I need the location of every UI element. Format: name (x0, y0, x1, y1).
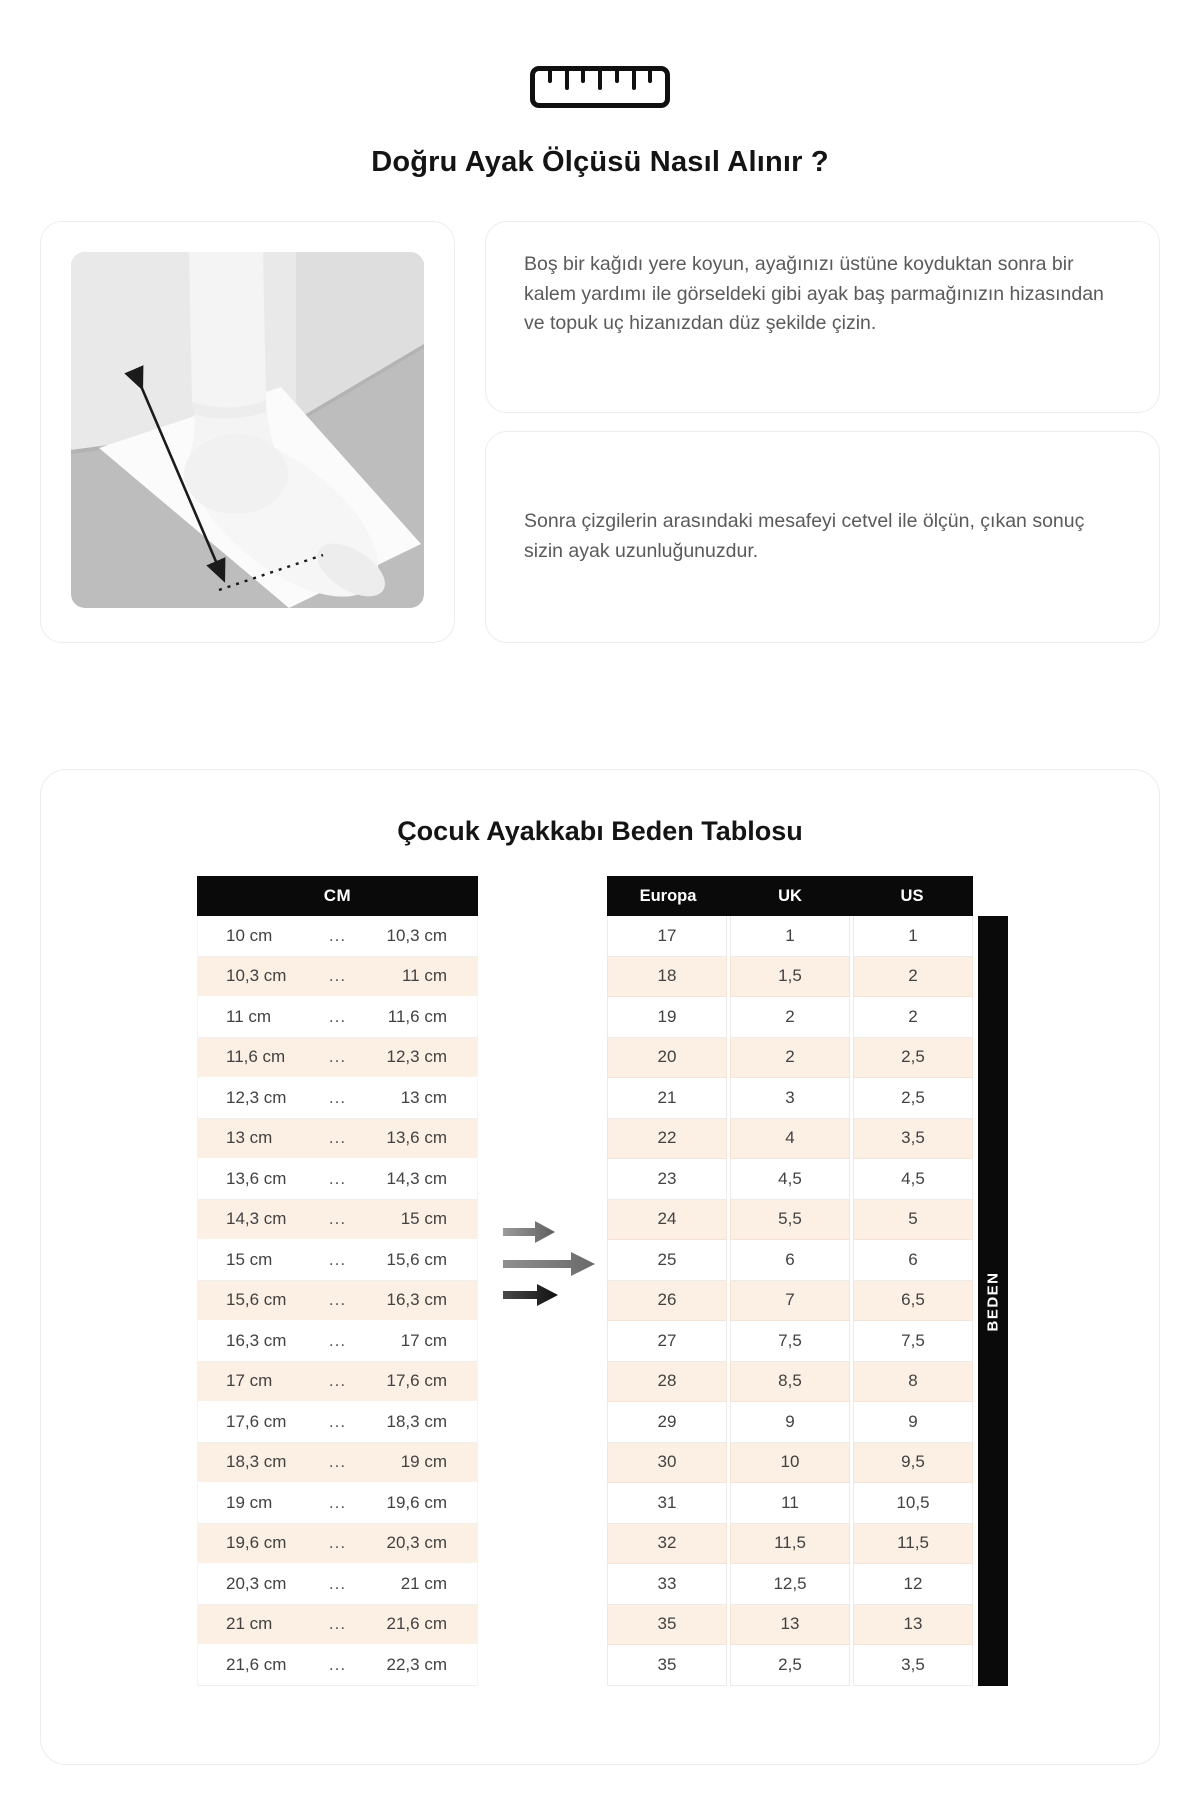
size-table-cell: 2 (730, 1038, 850, 1079)
cm-table-body (197, 916, 478, 1686)
cm-cell-from: 13,6 cm (226, 1168, 287, 1188)
cm-cell-sep: ... (328, 1371, 347, 1391)
cm-cell-sep: ... (328, 1168, 347, 1188)
instruction-step-2-card (485, 431, 1160, 643)
cm-cell-sep: ... (328, 966, 347, 986)
size-table-row (607, 1078, 973, 1119)
size-table-cell: 1 (730, 916, 850, 957)
cm-range-table (197, 876, 478, 1686)
size-table-cell: 12,5 (730, 1564, 850, 1605)
cm-cell-sep: ... (328, 1654, 347, 1674)
size-table-cell: 7,5 (853, 1321, 973, 1362)
size-table-row (607, 1240, 973, 1281)
cm-table-header: CM (197, 876, 478, 916)
size-table-cell: 17 (607, 916, 727, 957)
cm-cell-from: 20,3 cm (226, 1573, 287, 1593)
instruction-step-1-text: Boş bir kağıdı yere koyun, ayağınızı üstüne koyduktan sonra bir kalem yardımı ile görseldeki gibi ayak baş parmağınızın hizasından ve topuk uç hizanızdan düz şekilde çizin. (524, 253, 1104, 335)
cm-cell-to: 20,3 cm (386, 1533, 447, 1553)
cm-cell-from: 19,6 cm (226, 1533, 287, 1553)
cm-cell-sep: ... (328, 1492, 347, 1512)
size-table-cell: 8 (853, 1362, 973, 1403)
size-table-cell: 32 (607, 1524, 727, 1565)
size-table-cell: 25 (607, 1240, 727, 1281)
cm-cell-sep: ... (328, 1128, 347, 1148)
size-table-cell: 2,5 (730, 1645, 850, 1686)
size-table-cell: 2,5 (853, 1038, 973, 1079)
size-table-row (607, 1281, 973, 1322)
size-table-cell: 21 (607, 1078, 727, 1119)
size-table-cell: 8,5 (730, 1362, 850, 1403)
cm-cell-sep: ... (328, 1290, 347, 1310)
size-table-cell: 13 (730, 1605, 850, 1646)
size-table-cell: 2 (853, 997, 973, 1038)
size-table-cell: 11,5 (730, 1524, 850, 1565)
cm-cell-from: 19 cm (226, 1492, 273, 1512)
ruler-icon-wrapper (40, 66, 1160, 108)
size-table-cell: 28 (607, 1362, 727, 1403)
size-table-cell: 19 (607, 997, 727, 1038)
size-table-cell: 2 (853, 957, 973, 998)
size-table-row (607, 1645, 973, 1686)
size-table-cell: 1,5 (730, 957, 850, 998)
size-table-cell: 10,5 (853, 1483, 973, 1524)
cm-table-row (197, 1078, 478, 1119)
size-table-row (607, 1038, 973, 1079)
arrow-short-top (503, 1221, 555, 1243)
cm-cell-to: 17,6 cm (386, 1371, 447, 1391)
size-table-header-europa: Europa (639, 886, 697, 905)
cm-cell-to: 15 cm (400, 1209, 447, 1229)
cm-cell-sep: ... (328, 1209, 347, 1229)
cm-cell-to: 19,6 cm (386, 1492, 447, 1512)
cm-cell-sep: ... (328, 1047, 347, 1067)
size-table-title: Çocuk Ayakkabı Beden Tablosu (397, 816, 803, 846)
beden-side-strip (978, 916, 1008, 1686)
cm-table-row (197, 1321, 478, 1362)
cm-cell-to: 12,3 cm (386, 1047, 447, 1067)
size-table-row (607, 1200, 973, 1241)
size-table-cell: 5,5 (730, 1200, 850, 1241)
cm-table-row (197, 1119, 478, 1160)
international-size-table (607, 876, 973, 1686)
size-table-cell: 18 (607, 957, 727, 998)
cm-table-row (197, 1483, 478, 1524)
cm-cell-sep: ... (328, 1452, 347, 1472)
size-table-cell: 4 (730, 1119, 850, 1160)
size-table-cell: 6 (853, 1240, 973, 1281)
size-table-cell: 20 (607, 1038, 727, 1079)
cm-table-row (197, 1240, 478, 1281)
cm-cell-from: 17,6 cm (226, 1411, 287, 1431)
arrow-short-bottom (503, 1284, 558, 1306)
cm-cell-to: 11 cm (401, 966, 447, 986)
cm-cell-from: 10 cm (226, 925, 273, 945)
cm-cell-to: 19 cm (400, 1452, 447, 1472)
size-table-cell: 1 (853, 916, 973, 957)
size-table-cell: 11,5 (853, 1524, 973, 1565)
cm-cell-to: 10,3 cm (386, 925, 447, 945)
beden-label: BEDEN (984, 1270, 1002, 1332)
size-table-cell: 35 (607, 1645, 727, 1686)
cm-cell-from: 14,3 cm (226, 1209, 287, 1229)
cm-table-row (197, 1200, 478, 1241)
cm-cell-to: 13,6 cm (386, 1128, 447, 1148)
cm-table-row (197, 1564, 478, 1605)
size-table-cell: 9,5 (853, 1443, 973, 1484)
size-table-section (40, 769, 1160, 1765)
cm-cell-to: 15,6 cm (386, 1249, 447, 1269)
size-table-cell: 35 (607, 1605, 727, 1646)
cm-cell-sep: ... (328, 925, 347, 945)
cm-cell-from: 18,3 cm (226, 1452, 287, 1472)
size-table-cell: 6,5 (853, 1281, 973, 1322)
cm-table-row (197, 1159, 478, 1200)
size-table-cell: 30 (607, 1443, 727, 1484)
size-table-cell: 4,5 (730, 1159, 850, 1200)
cm-table-row (197, 1524, 478, 1565)
size-table-cell: 33 (607, 1564, 727, 1605)
instruction-text-column (485, 221, 1160, 643)
size-table-cell: 13 (853, 1605, 973, 1646)
size-table-cell: 12 (853, 1564, 973, 1605)
cm-cell-to: 22,3 cm (386, 1654, 447, 1674)
ruler-icon (530, 66, 670, 108)
cm-table-row (197, 1281, 478, 1322)
size-table-row (607, 1321, 973, 1362)
cm-cell-to: 21,6 cm (386, 1614, 447, 1634)
instruction-step-1-card (485, 221, 1160, 413)
size-table-cell: 6 (730, 1240, 850, 1281)
cm-cell-from: 15 cm (226, 1249, 273, 1269)
size-table-cell: 2,5 (853, 1078, 973, 1119)
cm-cell-from: 10,3 cm (226, 966, 287, 986)
size-table-row (607, 1483, 973, 1524)
size-table-cell: 3,5 (853, 1119, 973, 1160)
cm-cell-from: 11,6 cm (226, 1047, 286, 1067)
size-table-cell: 26 (607, 1281, 727, 1322)
size-table-row (607, 1443, 973, 1484)
cm-table-row (197, 1443, 478, 1484)
cm-cell-to: 16,3 cm (386, 1290, 447, 1310)
cm-table-row (197, 1362, 478, 1403)
size-table-cell: 5 (853, 1200, 973, 1241)
cm-cell-sep: ... (328, 1330, 347, 1350)
size-table-cell: 3,5 (853, 1645, 973, 1686)
cm-cell-from: 11 cm (226, 1006, 272, 1026)
size-table-row (607, 1524, 973, 1565)
cm-cell-sep: ... (328, 1614, 347, 1634)
size-table-cell: 9 (730, 1402, 850, 1443)
size-table-cell: 3 (730, 1078, 850, 1119)
size-table-cell: 7 (730, 1281, 850, 1322)
size-table-cell: 29 (607, 1402, 727, 1443)
cm-cell-to: 21 cm (400, 1573, 447, 1593)
cm-table-row (197, 957, 478, 998)
cm-table-row (197, 997, 478, 1038)
cm-cell-to: 11,6 cm (387, 1006, 447, 1026)
cm-table-row (197, 1038, 478, 1079)
size-table-row (607, 1564, 973, 1605)
cm-cell-to: 17 cm (400, 1330, 447, 1350)
cm-cell-from: 12,3 cm (226, 1087, 287, 1107)
cm-cell-to: 18,3 cm (386, 1411, 447, 1431)
size-table-row (607, 1605, 973, 1646)
size-table-cell: 10 (730, 1443, 850, 1484)
size-table-cell: 2 (730, 997, 850, 1038)
size-table-cell: 22 (607, 1119, 727, 1160)
instruction-step-2-text: Sonra çizgilerin arasındaki mesafeyi cetvel ile ölçün, çıkan sonuç sizin ayak uzunluğunuzdur. (524, 510, 1085, 562)
cm-cell-to: 13 cm (400, 1087, 447, 1107)
size-table-row (607, 916, 973, 957)
size-table-row (607, 1402, 973, 1443)
arrow-long-middle (503, 1252, 595, 1276)
instruction-cards (40, 221, 1160, 643)
size-table-header-uk: UK (778, 886, 802, 905)
size-table-cell: 9 (853, 1402, 973, 1443)
cm-cell-sep: ... (328, 1087, 347, 1107)
size-table-header-us: US (900, 886, 924, 905)
foot-measurement-photo (71, 252, 424, 608)
cm-cell-from: 15,6 cm (226, 1290, 287, 1310)
cm-cell-from: 16,3 cm (226, 1330, 287, 1350)
size-table-body (607, 916, 973, 1686)
cm-table-row (197, 1402, 478, 1443)
size-table-header-row (607, 876, 973, 916)
size-table-cell: 31 (607, 1483, 727, 1524)
cm-cell-to: 14,3 cm (386, 1168, 447, 1188)
cm-cell-sep: ... (328, 1573, 347, 1593)
size-table-cell: 11 (730, 1483, 850, 1524)
size-table-row (607, 1159, 973, 1200)
foot-measurement-photo-card (40, 221, 455, 643)
size-table-row (607, 1362, 973, 1403)
size-table-cell: 4,5 (853, 1159, 973, 1200)
size-table-row (607, 997, 973, 1038)
cm-cell-sep: ... (328, 1006, 347, 1026)
cm-cell-from: 17 cm (226, 1371, 273, 1391)
cm-cell-from: 21,6 cm (226, 1654, 287, 1674)
size-table-row (607, 957, 973, 998)
cm-cell-from: 21 cm (226, 1614, 273, 1634)
cm-table-row (197, 1645, 478, 1686)
page-title: Doğru Ayak Ölçüsü Nasıl Alınır ? (371, 146, 829, 178)
cm-cell-sep: ... (328, 1533, 347, 1553)
cm-cell-sep: ... (328, 1249, 347, 1269)
size-table-cell: 23 (607, 1159, 727, 1200)
cm-table-row (197, 1605, 478, 1646)
size-table-cell: 24 (607, 1200, 727, 1241)
size-tables-area (41, 876, 1159, 1688)
cm-cell-from: 13 cm (226, 1128, 273, 1148)
size-table-row (607, 1119, 973, 1160)
size-table-cell: 27 (607, 1321, 727, 1362)
cm-cell-sep: ... (328, 1411, 347, 1431)
size-table-cell: 7,5 (730, 1321, 850, 1362)
cm-table-row (197, 916, 478, 957)
